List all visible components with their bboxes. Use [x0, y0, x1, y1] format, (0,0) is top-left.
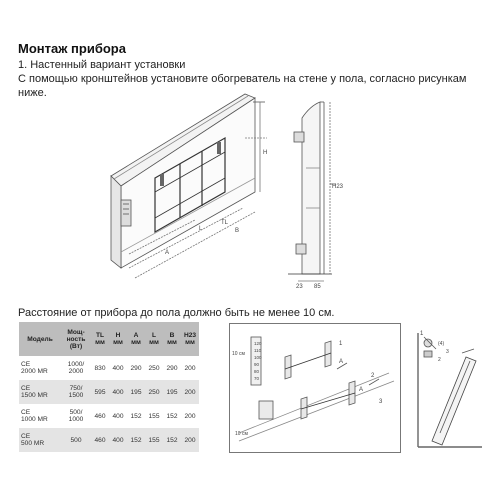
col-power [61, 322, 91, 356]
cell-power [61, 356, 91, 380]
cell-b: 152 [163, 428, 181, 452]
cell-model [19, 428, 61, 452]
cell-h23: 200 [181, 428, 199, 452]
scale-110: 110 [254, 348, 262, 353]
label-a-1: A [339, 359, 344, 365]
label-l: L [199, 226, 203, 232]
cell-model-text: CE 1500 MR [21, 385, 48, 399]
label-10cm-top: 10 см [232, 351, 245, 357]
col-h [109, 322, 127, 356]
table-row [19, 428, 199, 452]
cell-h: 400 [109, 428, 127, 452]
label-b: B [235, 228, 240, 234]
cell-tl: 460 [91, 404, 109, 428]
instruction-line-2: ниже. [18, 87, 47, 99]
cell-h23: 200 [181, 404, 199, 428]
cell-a: 152 [127, 404, 145, 428]
heater-perspective-drawing [105, 82, 275, 282]
label-step-2: 2 [371, 373, 375, 379]
cell-model-text: CE 500 MR [21, 433, 45, 447]
side-label-4: (4) [438, 341, 445, 347]
cell-h: 400 [109, 380, 127, 404]
cell-h: 400 [109, 404, 127, 428]
col-h-text: H мм [113, 332, 123, 346]
table-header-row [19, 322, 199, 356]
cell-h23: 200 [181, 380, 199, 404]
side-label-3: 3 [446, 349, 449, 355]
cell-b: 195 [163, 380, 181, 404]
cell-model [19, 356, 61, 380]
col-a-text: A мм [131, 332, 141, 346]
col-h23-text: H23 мм [183, 332, 197, 346]
scale-120: 120 [254, 341, 262, 346]
cell-model [19, 380, 61, 404]
label-h23: H23 [332, 184, 344, 190]
col-a [127, 322, 145, 356]
cell-model-text: CE 2000 MR [21, 361, 48, 375]
cell-model-text: CE 1000 MR [21, 409, 48, 423]
cell-power [61, 428, 91, 452]
cell-l: 155 [145, 404, 163, 428]
label-tl: TL [221, 220, 229, 226]
section-title: Монтаж прибора [18, 41, 126, 56]
label-a-2: A [359, 387, 364, 393]
col-tl-text: TL мм [95, 332, 105, 346]
label-10cm-bottom: 10 см [235, 431, 248, 437]
table-row [19, 404, 199, 428]
cell-b: 152 [163, 404, 181, 428]
cell-l: 250 [145, 356, 163, 380]
cell-h23: 200 [181, 356, 199, 380]
install-step: 1. Настенный вариант установки [18, 59, 186, 71]
cell-model [19, 404, 61, 428]
cell-power-text: 500/ 1000 [68, 409, 84, 423]
scale-90: 90 [254, 362, 260, 367]
label-dim-85: 85 [314, 284, 321, 288]
scale-80: 80 [254, 369, 260, 374]
label-step-3: 3 [379, 399, 383, 405]
col-model: Модель [19, 322, 61, 356]
side-label-1: 1 [420, 331, 424, 337]
cell-tl: 595 [91, 380, 109, 404]
cell-power-text: 1000/ 2000 [67, 361, 85, 375]
label-a: A [165, 250, 170, 256]
col-l [145, 322, 163, 356]
label-h: H [263, 150, 268, 156]
model-spec-table [19, 322, 199, 452]
table-row [19, 380, 199, 404]
cell-power-text: 500 [70, 436, 82, 444]
cell-a: 195 [127, 380, 145, 404]
col-b-text: B мм [167, 332, 177, 346]
cell-a: 290 [127, 356, 145, 380]
cell-l: 155 [145, 428, 163, 452]
cell-power [61, 380, 91, 404]
label-dim-23: 23 [296, 284, 303, 288]
scale-100: 100 [254, 355, 262, 360]
cell-tl: 830 [91, 356, 109, 380]
cell-b: 290 [163, 356, 181, 380]
bracket-install-drawing [229, 323, 401, 453]
cell-tl: 460 [91, 428, 109, 452]
label-step-1: 1 [339, 341, 343, 347]
col-power-text: Мощ- ность (Вт) [66, 328, 86, 350]
heater-side-profile [280, 88, 360, 288]
instruction-line-1: С помощью кронштейнов установите обогреватель на стене у пола, согласно рисункам [18, 73, 467, 85]
cell-l: 250 [145, 380, 163, 404]
cell-a: 152 [127, 428, 145, 452]
col-l-text: L мм [149, 332, 159, 346]
floor-distance-note: Расстояние от прибора до пола должно быть не менее 10 см. [18, 307, 335, 319]
col-tl [91, 322, 109, 356]
col-b [163, 322, 181, 356]
table-row [19, 356, 199, 380]
cell-power [61, 404, 91, 428]
col-h23 [181, 322, 199, 356]
cell-h: 400 [109, 356, 127, 380]
cell-power-text: 750/ 1500 [68, 385, 84, 399]
side-label-2: 2 [438, 357, 441, 363]
side-mount-drawing [406, 323, 486, 453]
scale-70: 70 [254, 376, 260, 381]
